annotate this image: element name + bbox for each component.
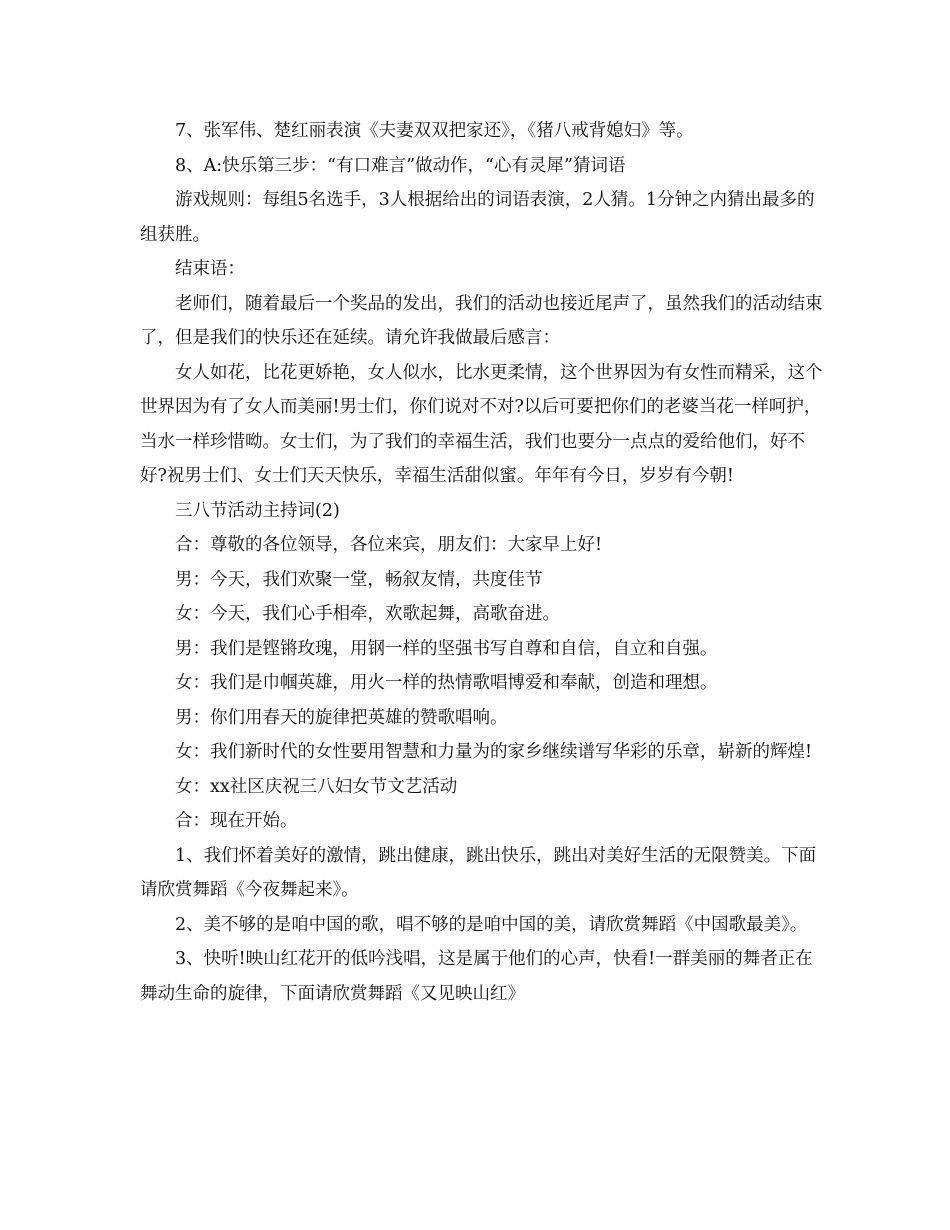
document-body: [140, 114, 830, 1011]
paragraph-9: 男：今天，我们欢聚一堂，畅叙友情，共度佳节: [175, 569, 543, 590]
paragraph-2: 8、A:快乐第三步：“有口难言”做动作，“心有灵犀”猜词语: [175, 155, 626, 176]
paragraph-18: 2、美不够的是咱中国的歌，唱不够的是咱中国的美，请欣赏舞蹈《中国歌最美》。: [175, 914, 808, 935]
paragraph-4: 结束语：: [175, 259, 245, 279]
paragraph-3: 游戏规则：每组5名选手，3人根据给出的词语表演，2人猜。1分钟之内猜出最多的组获胜。: [140, 190, 815, 245]
paragraph-8: 合：尊敬的各位领导，各位来宾，朋友们：大家早上好!: [175, 535, 603, 555]
paragraph-13: 男：你们用春天的旋律把英雄的赞歌唱响。: [175, 707, 508, 728]
paragraph-5: 老师们，随着最后一个奖品的发出，我们的活动也接近尾声了，虽然我们的活动结束了，但是我们的快乐还在延续。请允许我做最后感言：: [140, 293, 823, 348]
paragraph-14: 女：我们新时代的女性要用智慧和力量为的家乡继续谱写华彩的乐章，崭新的辉煌!: [175, 742, 813, 762]
paragraph-1: 7、张军伟、楚红丽表演《夫妻双双把家还》，《猪八戒背媳妇》等。: [175, 121, 694, 141]
paragraph-6: 女人如花，比花更娇艳，女人似水，比水更柔情，这个世界因为有女性而精采，这个世界因为有了女人而美丽!男士们，你们说对不对?以后可要把你们的老婆当花一样呵护，当水一样珍惜呦。女士们，为了我们的幸福生活，我们也要分一点点的爱给他们，好不好?祝男士们、女士们天天快乐，幸福生活甜似蜜。年年有今日，岁岁有今朝!: [140, 362, 823, 486]
paragraph-10: 女：今天，我们心手相牵，欢歌起舞，高歌奋进。: [175, 604, 560, 624]
paragraph-11: 男：我们是铿锵玫瑰，用钢一样的坚强书写自尊和自信，自立和自强。: [175, 638, 718, 659]
paragraph-16: 合：现在开始。: [175, 811, 298, 831]
paragraph-19: 3、快听!映山红花开的低吟浅唱，这是属于他们的心声，快看!一群美丽的舞者正在舞动生命的旋律，下面请欣赏舞蹈《又见映山红》: [140, 949, 813, 1004]
section-heading: 三八节活动主持词(2): [175, 500, 340, 521]
paragraph-15: 女：xx社区庆祝三八妇女节文艺活动: [175, 776, 458, 797]
paragraph-12: 女：我们是巾帼英雄，用火一样的热情歌唱博爱和奉献，创造和理想。: [175, 673, 718, 693]
paragraph-17: 1、我们怀着美好的激情，跳出健康，跳出快乐，跳出对美好生活的无限赞美。下面请欣赏舞蹈《今夜舞起来》。: [140, 845, 817, 900]
